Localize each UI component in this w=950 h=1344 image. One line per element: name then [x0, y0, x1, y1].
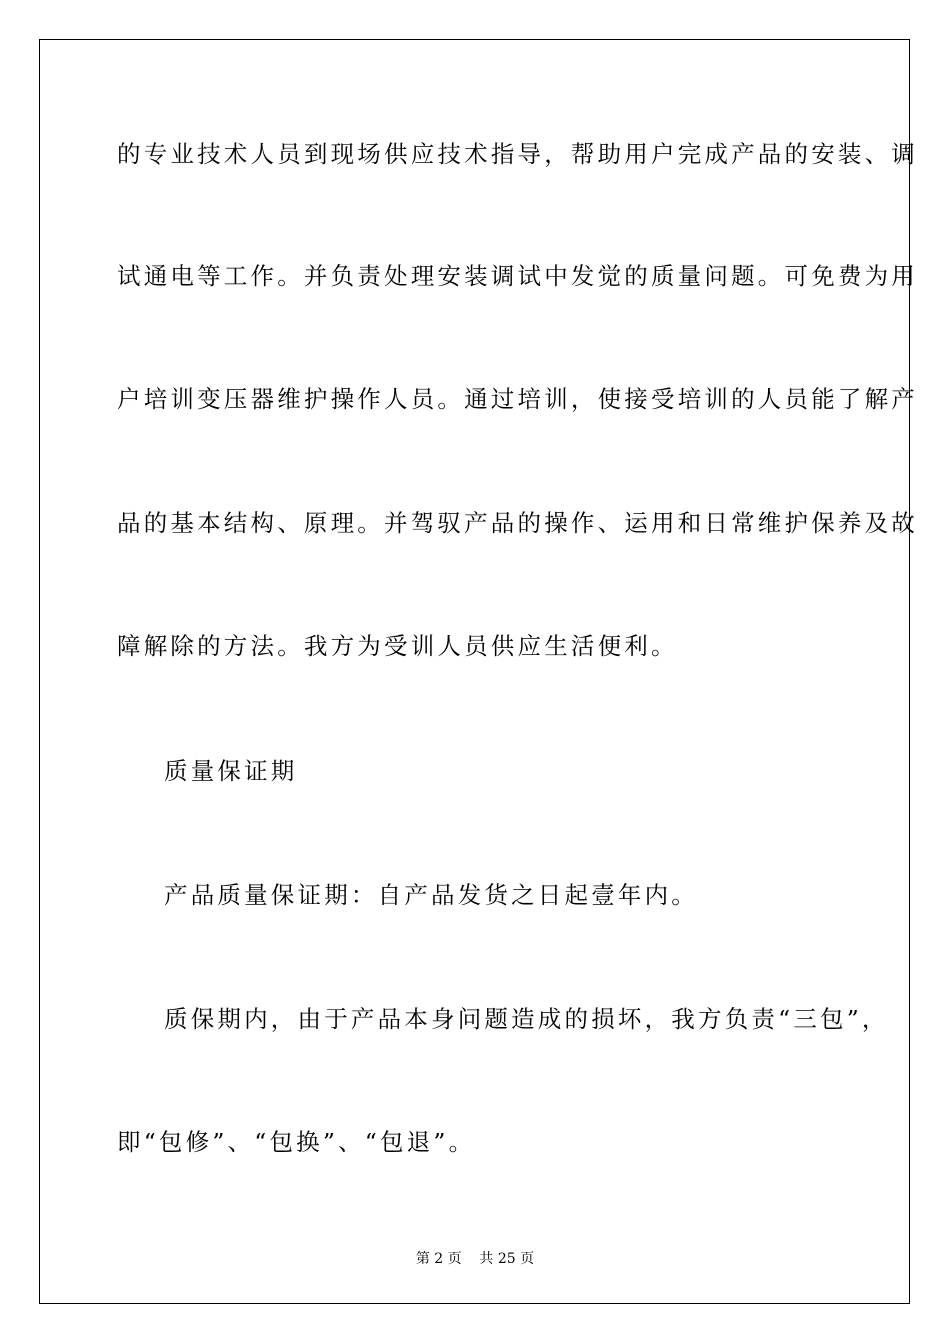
body-line-5: 障解除的方法。我方为受训人员供应生活便利。 — [117, 632, 678, 660]
body-line-9: 即“包修”、“包换”、“包退”。 — [117, 1128, 476, 1156]
page-border — [39, 39, 918, 1304]
body-line-7: 产品质量保证期：自产品发货之日起壹年内。 — [164, 881, 698, 909]
body-line-1: 的专业技术人员到现场供应技术指导，帮助用户完成产品的安装、调 — [117, 140, 918, 168]
section-heading: 质量保证期 — [164, 757, 298, 785]
page-number-footer: 第 2 页 共 25 页 — [415, 1251, 535, 1267]
body-line-8: 质保期内，由于产品本身问题造成的损坏，我方负责“三包”， — [164, 1005, 889, 1033]
body-line-2: 试通电等工作。并负责处理安装调试中发觉的质量问题。可免费为用 — [117, 262, 918, 290]
body-line-3: 户培训变压器维护操作人员。通过培训，使接受培训的人员能了解产 — [117, 385, 918, 413]
body-line-4: 品的基本结构、原理。并驾驭产品的操作、运用和日常维护保养及故 — [117, 509, 918, 537]
